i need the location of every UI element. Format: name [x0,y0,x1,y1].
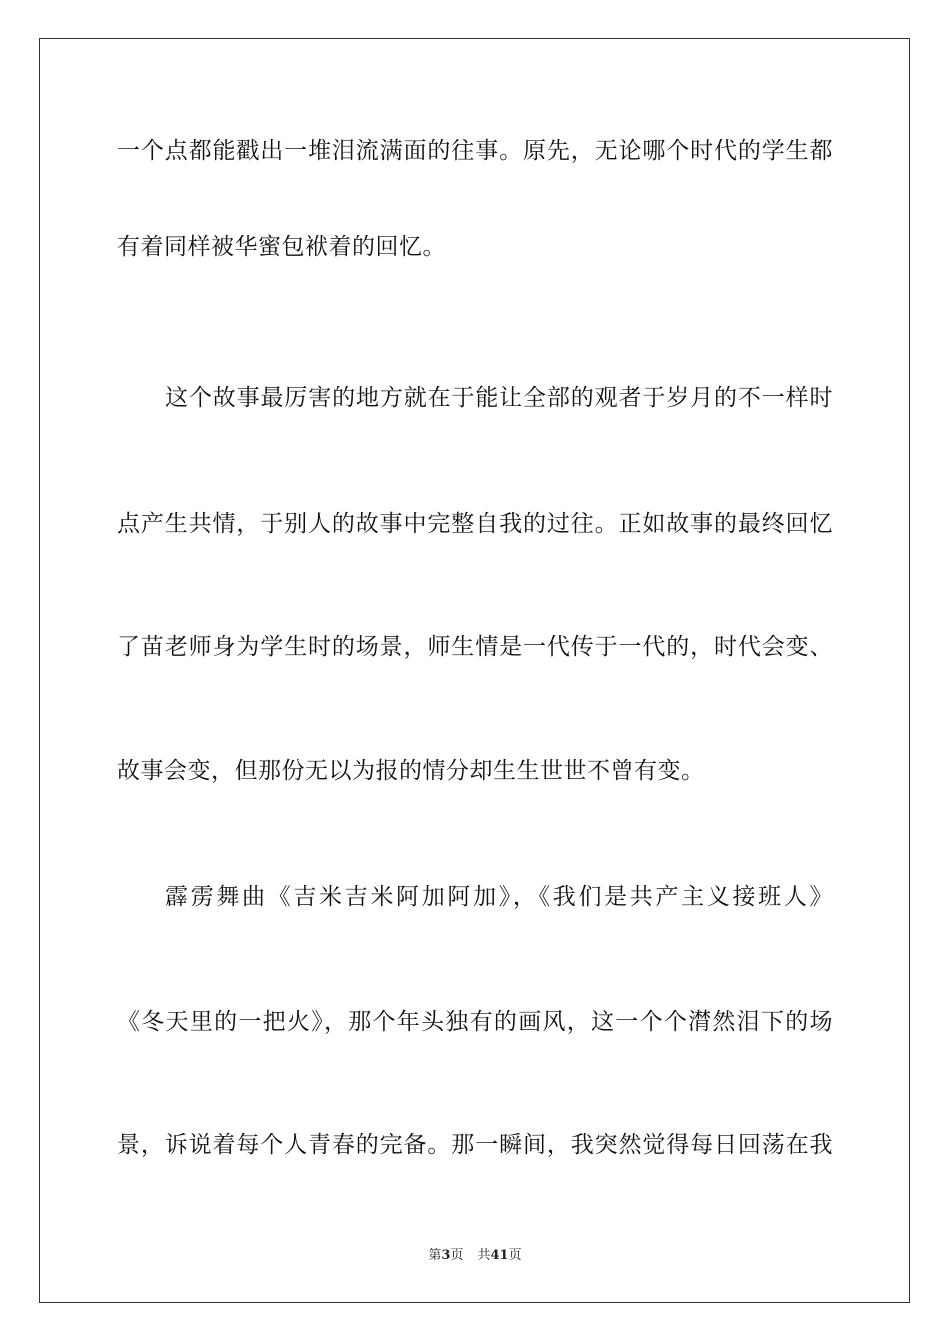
paragraph-line: 有着同样被华蜜包袱着的回忆。 [117,234,446,260]
page-border [39,38,910,1303]
total-pages-label: 共41页 [477,1248,522,1263]
paragraph-line: 故事会变，但那份无以为报的情分却生生世世不曾有变。 [117,758,705,784]
page-label: 第3页 [428,1248,464,1263]
paragraph-line: 一个点都能戳出一堆泪流满面的往事。原先，无论哪个时代的学生都 [117,138,833,164]
page-footer [0,1247,950,1265]
paragraph-line: 这个故事最厉害的地方就在于能让全部的观者于岁月的不一样时 [165,385,833,411]
paragraph-line: 《冬天里的一把火》，那个年头独有的画风，这一个个潸然泪下的场 [117,1009,833,1035]
paragraph-line: 点产生共情，于别人的故事中完整自我的过往。正如故事的最终回忆 [117,511,833,537]
paragraph-line: 景，诉说着每个人青春的完备。那一瞬间，我突然觉得每日回荡在我 [117,1132,833,1158]
paragraph-line: 了苗老师身为学生时的场景，师生情是一代传于一代的，时代会变、 [117,634,833,660]
paragraph-line: 霹雳舞曲《吉米吉米阿加阿加》，《我们是共产主义接班人》 [165,884,833,910]
